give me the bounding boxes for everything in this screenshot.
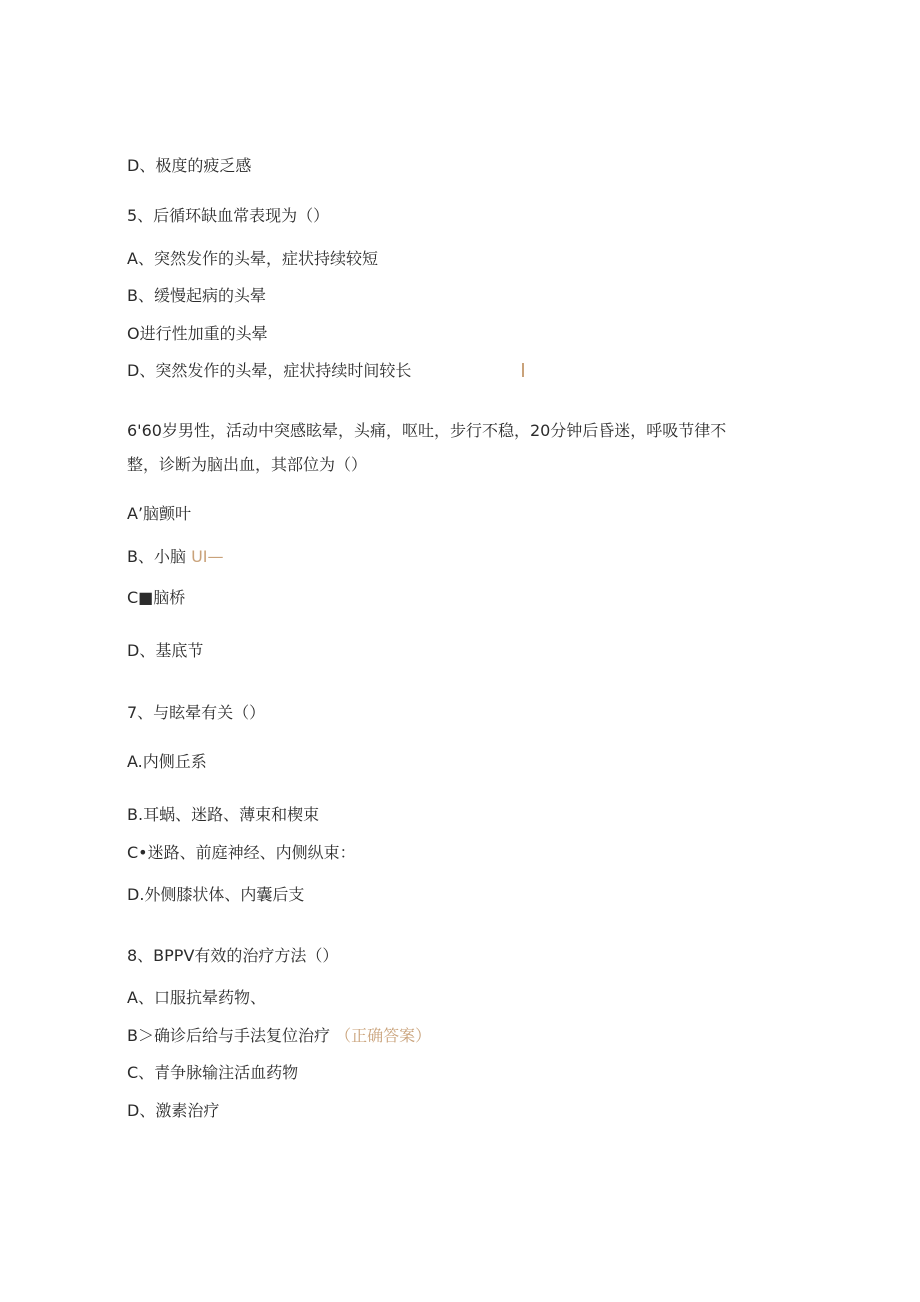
option-b-q8-text: B＞确诊后给与手法复位治疗 xyxy=(127,1026,330,1045)
question-8: 8、BPPV有效的治疗方法（） xyxy=(127,946,339,965)
option-d-q8: D、激素治疗 xyxy=(127,1101,220,1120)
option-a-q7: A.内侧丘系 xyxy=(127,752,207,771)
option-d-q4: D、极度的疲乏感 xyxy=(127,156,252,175)
correct-answer-note: （正确答案） xyxy=(335,1026,432,1045)
question-7: 7、与眩晕有关（） xyxy=(127,703,266,722)
option-c-q7: C•迷路、前庭神经、内侧纵束： xyxy=(127,843,356,862)
option-b-q7: B.耳蜗、迷路、薄束和楔束 xyxy=(127,805,320,824)
question-6-line-2: 整，诊断为脑出血，其部位为（） xyxy=(127,455,368,474)
question-6-line-1: 6'60岁男性，活动中突感眩晕，头痛，呕吐，步行不稳，20分钟后昏迷，呼吸节律不 xyxy=(127,421,727,440)
option-c-q6: C■脑桥 xyxy=(127,588,186,607)
option-b-q6-mark: UI— xyxy=(191,547,224,566)
option-d-q7: D.外侧膝状体、内囊后支 xyxy=(127,885,305,904)
question-5: 5、后循环缺血常表现为（） xyxy=(127,206,330,225)
option-d-q6: D、基底节 xyxy=(127,641,204,660)
option-c-q8: C、青争脉输注活血药物 xyxy=(127,1063,299,1082)
option-d-q5: D、突然发作的头晕，症状持续时间较长 xyxy=(127,361,412,380)
option-b-q8 xyxy=(127,1026,431,1046)
option-b-q6 xyxy=(127,547,224,567)
text-cursor-mark xyxy=(522,363,524,377)
option-a-q5: A、突然发作的头晕，症状持续较短 xyxy=(127,249,378,268)
option-b-q5: B、缓慢起病的头晕 xyxy=(127,286,266,305)
option-a-q6: A’脑颤叶 xyxy=(127,504,192,523)
option-b-q6-text: B、小脑 xyxy=(127,547,186,566)
option-c-q5: O进行性加重的头晕 xyxy=(127,324,268,343)
option-a-q8: A、口服抗晕药物、 xyxy=(127,988,266,1007)
